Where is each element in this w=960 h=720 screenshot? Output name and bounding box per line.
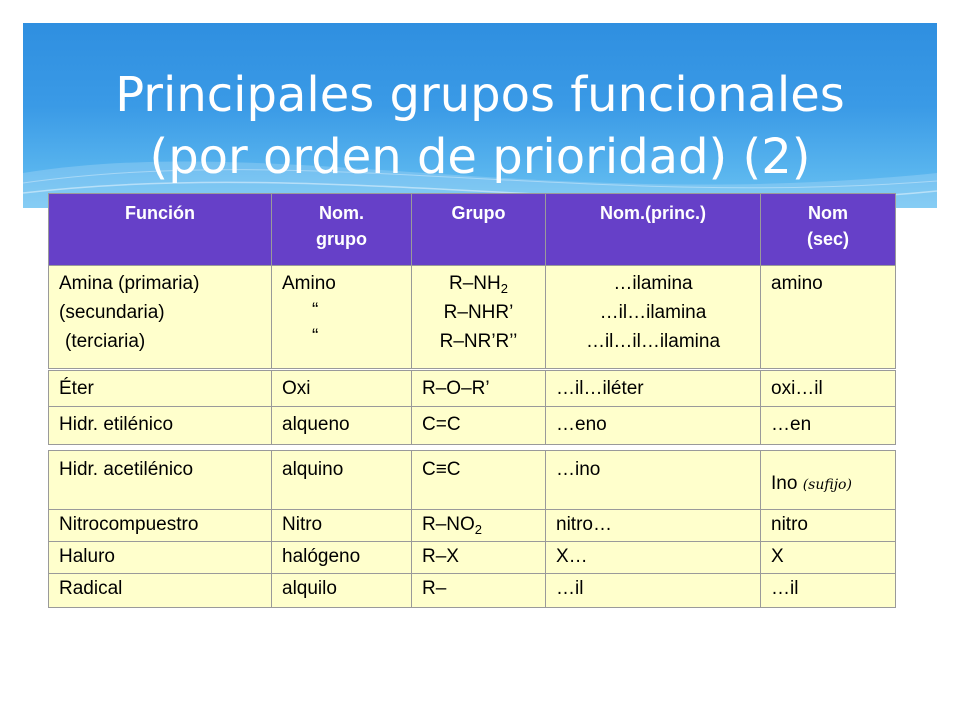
table-block-lower [48, 450, 896, 608]
cell-nom-princ: …il…iléter [546, 371, 761, 407]
cell-nom-princ [546, 266, 761, 369]
table-row-haluro [49, 542, 896, 574]
table-block-etilenico [48, 406, 896, 445]
cell-nom-grupo: Nitro [272, 510, 412, 542]
header-nom-grupo: Nom. grupo [272, 194, 412, 266]
cell-nom-sec: …il [761, 574, 896, 608]
cell-grupo: C≡C [412, 451, 546, 510]
cell-nom-sec: amino [761, 266, 896, 369]
table-row-amina [49, 266, 896, 369]
cell-nom-sec [761, 451, 896, 510]
cell-nom-sec: oxi…il [761, 371, 896, 407]
slide-title [23, 64, 937, 188]
table-row-acetilenico [49, 451, 896, 510]
cell-nom-grupo: Oxi [272, 371, 412, 407]
amina-terciaria: (terciaria) [65, 331, 146, 352]
header-nom-sec: Nom (sec) [761, 194, 896, 266]
cell-nom-sec: …en [761, 407, 896, 445]
amina-secundaria: (secundaria) [59, 302, 165, 323]
cell-grupo: C=C [412, 407, 546, 445]
cell-funcion: Nitrocompuestro [49, 510, 272, 542]
amina-nom-grupo: Amino [282, 273, 336, 294]
cell-funcion: Haluro [49, 542, 272, 574]
amina-princ-primaria: …ilamina [613, 273, 693, 294]
cell-nom-princ: nitro… [546, 510, 761, 542]
table-block-amina [48, 265, 896, 369]
cell-nom-princ: …eno [546, 407, 761, 445]
header-row [49, 194, 896, 266]
cell-nom-grupo: alquilo [272, 574, 412, 608]
cell-funcion [49, 266, 272, 369]
cell-nom-princ: …il [546, 574, 761, 608]
functional-groups-header [48, 193, 896, 266]
amina-primaria: Amina (primaria) [59, 273, 200, 294]
table-row-nitro [49, 510, 896, 542]
amina-grupo-secundaria: R–NHR’ [443, 302, 514, 323]
amina-grupo-primaria [412, 269, 545, 298]
formula: R–NO [422, 514, 475, 535]
ditto-mark: “ [312, 326, 319, 347]
amina-princ-secundaria: …il…ilamina [599, 302, 707, 323]
cell-nom-grupo: halógeno [272, 542, 412, 574]
ditto-mark: “ [312, 300, 319, 321]
cell-funcion: Éter [49, 371, 272, 407]
table-block-eter [48, 370, 896, 407]
header-nom-princ: Nom.(princ.) [546, 194, 761, 266]
cell-funcion: Hidr. acetilénico [49, 451, 272, 510]
cell-grupo [412, 510, 546, 542]
cell-nom-princ: X… [546, 542, 761, 574]
amina-grupo-terciaria: R–NR’R’’ [439, 331, 518, 352]
cell-funcion: Radical [49, 574, 272, 608]
cell-grupo: R–O–R’ [412, 371, 546, 407]
formula: R–NH [449, 273, 501, 294]
table-row-eter [49, 371, 896, 407]
table-row-etilenico [49, 407, 896, 445]
nom-sec-ino: Ino [771, 472, 798, 494]
subscript: 2 [474, 522, 483, 537]
cell-nom-grupo: alqueno [272, 407, 412, 445]
cell-nom-sec: X [761, 542, 896, 574]
cell-grupo: R– [412, 574, 546, 608]
header-funcion: Función [49, 194, 272, 266]
cell-funcion: Hidr. etilénico [49, 407, 272, 445]
cell-grupo: R–X [412, 542, 546, 574]
nom-sec-note: (sufijo) [802, 476, 852, 493]
cell-nom-grupo [272, 266, 412, 369]
amina-princ-terciaria: …il…il…ilamina [585, 331, 721, 352]
cell-grupo [412, 266, 546, 369]
cell-nom-princ: …ino [546, 451, 761, 510]
title-line-1: Principales grupos funcionales [115, 67, 845, 123]
cell-nom-sec: nitro [761, 510, 896, 542]
table-row-radical [49, 574, 896, 608]
subscript: 2 [500, 281, 508, 296]
cell-nom-grupo: alquino [272, 451, 412, 510]
header-grupo: Grupo [412, 194, 546, 266]
title-line-2: (por orden de prioridad) (2) [149, 129, 811, 185]
